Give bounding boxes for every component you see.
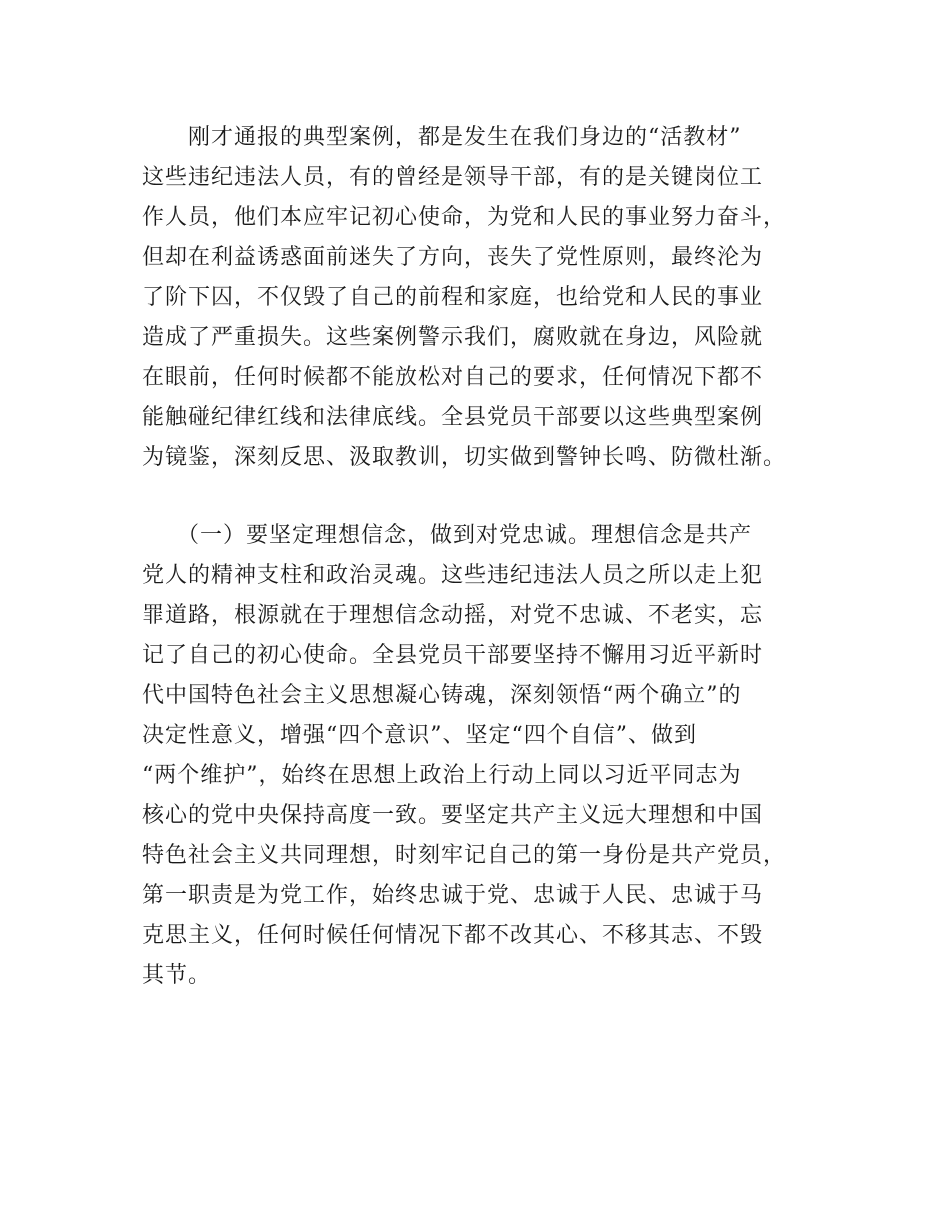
- paragraph-ideals-loyalty: [142, 516, 842, 996]
- text-line: 刚才通报的典型案例，都是发生在我们身边的“活教材”: [142, 125, 742, 150]
- text-line: 特色社会主义共同理想，时刻牢记自己的第一身份是共产党员，: [142, 843, 787, 868]
- text-line: 克思主义，任何时候任何情况下都不改其心、不移其志、不毁: [142, 923, 764, 948]
- text-line: 作人员，他们本应牢记初心使命，为党和人民的事业努力奋斗，: [142, 205, 787, 230]
- text-line: 在眼前，任何时候都不能放松对自己的要求，任何情况下都不: [142, 365, 764, 390]
- text-line: 能触碰纪律红线和法律底线。全县党员干部要以这些典型案例: [142, 405, 764, 430]
- text-line: 党人的精神支柱和政治灵魂。这些违纪违法人员之所以走上犯: [142, 563, 764, 588]
- paragraph-case-warning: [142, 118, 842, 478]
- text-line: 这些违纪违法人员，有的曾经是领导干部，有的是关键岗位工: [142, 165, 764, 190]
- text-line: 造成了严重损失。这些案例警示我们，腐败就在身边，风险就: [142, 325, 764, 350]
- text-line: 为镜鉴，深刻反思、汲取教训，切实做到警钟长鸣、防微杜渐。: [142, 445, 787, 470]
- text-line: 但却在利益诱惑面前迷失了方向，丧失了党性原则，最终沦为: [142, 245, 764, 270]
- text-line: 记了自己的初心使命。全县党员干部要坚持不懈用习近平新时: [142, 643, 764, 668]
- text-line: 第一职责是为党工作，始终忠诚于党、忠诚于人民、忠诚于马: [142, 883, 764, 908]
- text-line: 罪道路，根源就在于理想信念动摇，对党不忠诚、不老实，忘: [142, 603, 764, 628]
- text-line: 决定性意义，增强“四个意识”、坚定“四个自信”、做到: [142, 723, 697, 748]
- text-line: 核心的党中央保持高度一致。要坚定共产主义远大理想和中国: [142, 803, 764, 828]
- text-line: “两个维护”，始终在思想上政治上行动上同以习近平同志为: [142, 763, 742, 788]
- text-line: 其节。: [142, 963, 212, 988]
- text-line: 代中国特色社会主义思想凝心铸魂，深刻领悟“两个确立”的: [142, 683, 742, 708]
- text-line: 了阶下囚，不仅毁了自己的前程和家庭，也给党和人民的事业: [142, 285, 764, 310]
- text-line: （一）要坚定理想信念，做到对党忠诚。理想信念是共产: [142, 523, 753, 548]
